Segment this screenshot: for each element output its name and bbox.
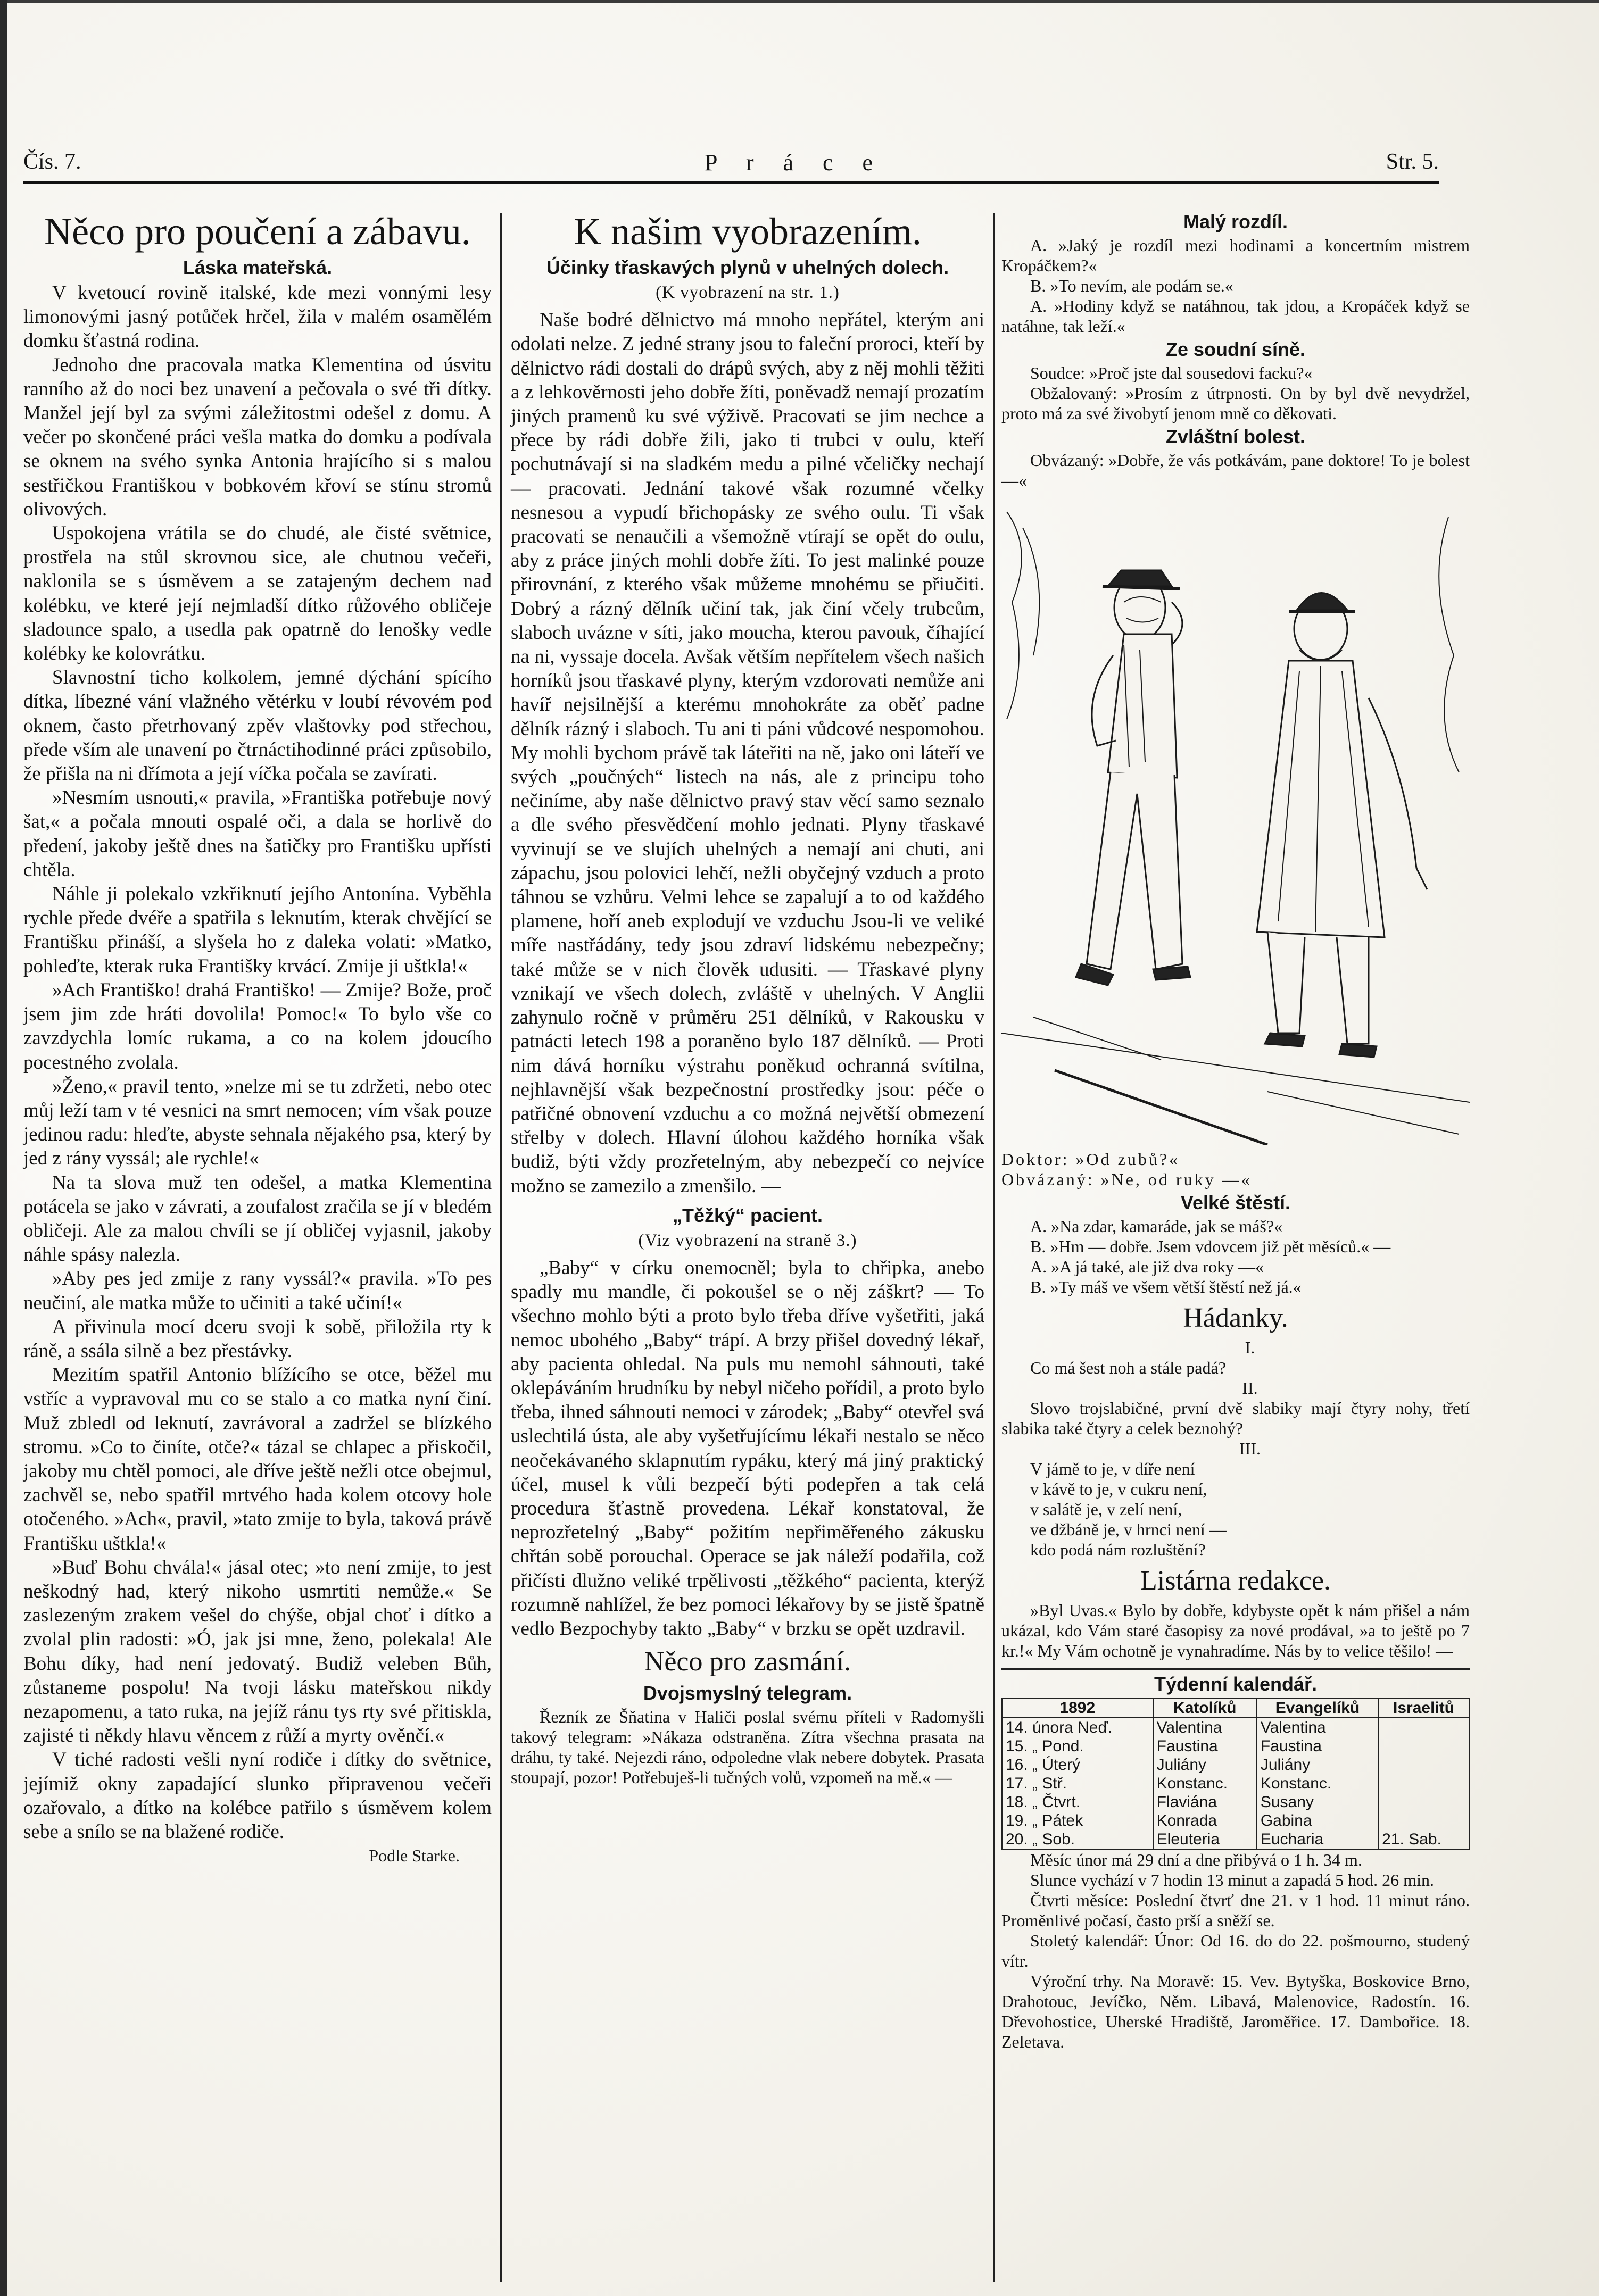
- calendar-cell: [1378, 1811, 1469, 1830]
- story-paragraph: Náhle ji polekalo vzkřiknutí jejího Antonína. Vyběhla rychle přede dvéře a spatřila s leknutím, kterak chvějící se Františku přináší, a slyšela ho z daleka volati: »Matko, pohleďte, kterak ruka Františky krvácí. Zmije ji uštkla!«: [23, 883, 492, 977]
- joke-title: Malý rozdíl.: [1183, 211, 1288, 232]
- calendar-header-cell: 1892: [1002, 1698, 1153, 1718]
- joke-title: Zvláštní bolest.: [1165, 426, 1306, 447]
- calendar-cell: 16. „ Úterý: [1002, 1756, 1153, 1774]
- calendar-header-cell: Evangelíků: [1257, 1698, 1378, 1718]
- dialogue-line: Obžalovaný: »Prosím z útrpnosti. On by byl dvě nevydržel, proto má za své živobytí jenom mně co děkovati.: [1001, 384, 1470, 423]
- section-title: K našim vyobrazením.: [574, 210, 922, 253]
- calendar-cell: Eleuteria: [1153, 1830, 1257, 1849]
- story-paragraph: Uspokojena vrátila se do chudé, ale čisté světnice, prostřela na stůl skrovnou sice, ale chutnou večeři, naklonila se s úsměvem a se zatajeným dechem nad kolébku, ve které její nejmladší dítko růžového obličeje sladounce spalo, a usedla pak opatrně do lenošky vedle kolébky ke kolovrátku.: [23, 522, 492, 665]
- joke-title: Velké štěstí.: [1180, 1192, 1291, 1213]
- dialogue-line: A. »A já také, ale již dva roky —«: [1030, 1257, 1264, 1276]
- riddle-number: II.: [1242, 1378, 1258, 1397]
- calendar-cell: 20. „ Sob.: [1002, 1830, 1153, 1849]
- calendar-note: Čtvrti měsíce: Poslední čtvrť dne 21. v 1 hod. 11 minut ráno. Proměnlivé počasí, často prší a sněží se.: [1001, 1891, 1470, 1930]
- section-title: Něco pro poučení a zábavu.: [44, 210, 471, 253]
- calendar-cell: Konstanc.: [1257, 1774, 1378, 1793]
- verse-line: v kávě to je, v cukru není,: [1030, 1479, 1207, 1499]
- story-paragraph: »Buď Bohu chvála!« jásal otec; »to není zmije, to jest neškodný had, který nikoho usmrtiti nemůže.« Se zaslezeným zrakem vešel do chýše, objal choť i dítko a zvolal plin radosti: »Ó, jak jsi mne, ženo, polekala! Ale Bohu díky, had není jedovatý. Budiž veleben Bůh, zůstaneme pospolu! Na tvoji lásku mateřskou nikdy nezapomenu, a tato ruka, na jejíž ránu tys rty své přitiskla, zajisté ti někdy hlavu věncem z růží a myrty ověnčí.«: [23, 1556, 492, 1747]
- dialogue-line: A. »Jaký je rozdíl mezi hodinami a koncertním mistrem Kropáčkem?«: [1001, 236, 1470, 275]
- newspaper-title: P r á c e: [705, 149, 885, 176]
- calendar-cell: Eucharia: [1257, 1830, 1378, 1849]
- story-paragraph: »Ženo,« pravil tento, »nelze mi se tu zdržeti, nebo otec můj leží tam v té vesnici na smrt nemocen; vím však pouze jedinou radu: hleďte, abyste sehnala nějakého psa, který by jed z rány vyssál; ale rychle!«: [23, 1075, 492, 1170]
- calendar-note: Stoletý kalendář: Únor: Od 16. do do 22. pošmourno, studený vítr.: [1001, 1931, 1470, 1970]
- calendar-cell: [1378, 1737, 1469, 1756]
- calendar-row: [1002, 1756, 1469, 1774]
- calendar-row: [1002, 1830, 1469, 1849]
- calendar-cell: Konstanc.: [1153, 1774, 1257, 1793]
- article-reference: (K vyobrazení na str. 1.): [656, 283, 840, 302]
- verse-line: kdo podá nám rozluštění?: [1030, 1540, 1206, 1559]
- dialogue-line: B. »Ty máš ve všem větší štěstí než já.«: [1030, 1277, 1302, 1296]
- dialogue-line: B. »Hm — dobře. Jsem vdovcem již pět měsíců.« —: [1030, 1237, 1391, 1256]
- calendar-cell: 21. Sab.: [1378, 1830, 1469, 1849]
- story-paragraph: A přivinula mocí dceru svoji k sobě, přiložila rty k ráně, a ssála silně a bez přestávky.: [23, 1316, 492, 1362]
- story-paragraph: Mezitím spatřil Antonio blížícího se otce, běžel mu vstříc a vypravoval mu co se stalo a co matka nyní činí. Muž zbledl od leknutí, zavrávoral a zadržel se blízkého stromu. »Co to činíte, otče?« tázal se chlapec a přiskočil, jakoby mu chtěl pomoci, ale dříve ještě nežli otce obejmul, zachvěl se, nebo spatřil mrtvého hada kolem otcovy hole otočeného. »Ach«, pravil, »tato zmije to byla, taková právě Františku uštkla!«: [23, 1364, 492, 1554]
- column-rule: [500, 213, 502, 2282]
- calendar-row: [1002, 1811, 1469, 1830]
- verse-line: ve džbáně je, v hrnci není —: [1030, 1520, 1227, 1539]
- riddle-text: Slovo trojslabičné, první dvě slabiky mají čtyry nohy, třetí slabika také čtyry a celek beznohý?: [1001, 1399, 1470, 1438]
- story-paragraph: »Ach Františko! drahá Františko! — Zmije? Bože, proč jsem jim zde hráti dovolila! Pomoc!« To bylo vše co zavzdychla lomíc rukama, a co na kolem jdoucího pocestného zvolala.: [23, 979, 492, 1074]
- calendar-note: Měsíc únor má 29 dní a dne přibývá o 1 h. 34 m.: [1030, 1850, 1362, 1869]
- calendar-cell: [1378, 1718, 1469, 1737]
- joke-title: Ze soudní síně.: [1165, 338, 1306, 360]
- calendar-cell: Juliány: [1257, 1756, 1378, 1774]
- joke-body: Obvázaný: »Dobře, že vás potkávám, pane doktore! To je bolest —«: [1001, 451, 1470, 490]
- article-body: Naše bodré dělnictvo má mnoho nepřátel, kterým ani odolati nelze. Z jedné strany jsou to faleční proroci, kteří by dělnictvo rádi dostali do drápů svých, aby z něj mohli těžiti a z lehkověrnosti jeho dobře žíti, poněvadž nemají prozatím jiných pramenů ku své výživě. Pracovati se jim nechce a přece by rádi dobře žili, jako ti trubci v oulu, kteří pochutnávají si na sladkém medu a pilné včeličky nechají — pracovati. Jednání takové však rozumné včelky nesnesou a vypudí břichopásky ze svého oulu. Ti však pracovati se nenaučili a všemožně vtírají se opět do oulu, aby z práce jiných mohli dobře žíti. To jest malinké pouze přirovnání, z kterého však můžeme mnohému se přiučiti. Dobrý a rázný dělník učiní tak, jak činí včely trubcům, slaboch uvázne v síti, jako moucha, kterou pavouk, číhající na ni, vyssaje docela. Avšak větším nepřítelem všech našich horníků jsou třaskavé plyny, kterým vzdorovati nemůže ani havíř nejsilnější a kterému mnohokráte za oběť padne dělník rázný i slaboch. Tu ani ti páni vůdcové nespomohou. My mohli bychom právě tak láteřiti na ně, jako oni láteří ve svých „poučných“ listech na nás, ale z principu toho nečiníme, aby naše dělnictvo pravý stav věcí samo seznalo a dle svého přesvědčení mohlo jednati. Plyny třaskavé vyvinují se ve slujích uhelných a nemají ani chuti, ani zápachu, jsou polovici lehčí, nežli obyčejný vzduch a proto táhnou se vzhůru. Velmi lehce se zapalují a to od každého plamene, hoří aneb explodují ve vzduchu Jsou-li ve veliké míře nastřádány, tedy jsou zdraví lidskému nebezpečny; také může se v nich člověk udusiti. — Třaskavé plyny vznikají ve všech dolech, zvláště v uhelných. V Anglii zahynulo ročně v průměru 251 dělníků, v Rakousku v patnácti letech 198 a poraněno bylo 187 dělníků. — Proti nim dává horníku výstrahu poněkud ochranná svítilna, nejhlavnější však bezpečnostní prostředky jsou: péče o patřičné obnovení vzduchu a co možná největší obmezení střelby v dolech. Hlavní úlohou každého horníka však budiž, býti vždy prozřetelným, aby nebezpečí co nejvíce možno se zamezilo a zmenšilo. —: [511, 309, 984, 1197]
- calendar-cell: Flaviána: [1153, 1793, 1257, 1811]
- caption-line: Obvázaný: »Ne, od ruky —«: [1001, 1170, 1252, 1189]
- page-header: [23, 149, 1439, 181]
- calendar-cell: Susany: [1257, 1793, 1378, 1811]
- calendar-cell: 18. „ Čtvrt.: [1002, 1793, 1153, 1811]
- calendar-cell: [1378, 1756, 1469, 1774]
- letters-body: »Byl Uvas.« Bylo by dobře, kdybyste opět k nám přišel a nám ukázal, kdo Vám staré časopisy za nové prodával, »a to ještě po 7 kr.!« My Vám ochotně je vynahradíme. Nás by to velice těšilo! —: [1001, 1601, 1470, 1660]
- issue-number: Čís. 7.: [23, 149, 81, 174]
- joke-body: [1001, 235, 1470, 336]
- calendar-cell: Gabina: [1257, 1811, 1378, 1830]
- column-rule: [993, 213, 995, 2282]
- story-paragraph: V kvetoucí rovině italské, kde mezi vonnými lesy limonovými jasný potůček hrčel, žila v malém osamělém domku šťastná rodina.: [23, 282, 492, 352]
- dialogue-line: A. »Hodiny když se natáhnou, tak jdou, a Kropáček když se natáhne, tak leží.«: [1001, 296, 1470, 336]
- calendar-cell: Faustina: [1153, 1737, 1257, 1756]
- calendar-note: Výroční trhy. Na Moravě: 15. Vev. Bytyška, Boskovice Brno, Drahotouc, Jevíčko, Něm. Libavá, Malenovice, Radostín. 16. Dřevohostice, Uherské Hradiště, Jaroměřice. 17. Dambořice. 18. Zeletava.: [1001, 1971, 1470, 2051]
- calendar-cell: 19. „ Pátek: [1002, 1811, 1153, 1830]
- calendar-cell: [1378, 1793, 1469, 1811]
- column-1: [23, 209, 492, 1868]
- calendar-cell: Faustina: [1257, 1737, 1378, 1756]
- calendar-cell: [1378, 1774, 1469, 1793]
- story-paragraph: »Nesmím usnouti,« pravila, »Františka potřebuje nový šat,« a počala mnouti ospalé oči, a dala se horlivě do předení, jakoby ještě dnes na šatičky pro Františku upřísti chtěla.: [23, 787, 492, 881]
- header-rule: [23, 181, 1439, 184]
- calendar-cell: Valentina: [1257, 1718, 1378, 1737]
- story-paragraph: V tiché radosti vešli nyní rodiče i dítky do světnice, jejímiž okny zapadající slunko připravenou večeři ozařovalo, a dítko na kolébce patřilo s úsměvem kolem sebe a snílo se na blažené rodiče.: [23, 1749, 492, 1843]
- column-2: [511, 209, 984, 1787]
- story-paragraph: Na ta slova muž ten odešel, a matka Klementina potácela se jako v závrati, a zoufalost zračila se jí v bledém obličeji. Ale za malou chvíli se jí obličej vyjasnil, jakoby náhle spásy nalezla.: [23, 1171, 492, 1266]
- calendar-row: [1002, 1737, 1469, 1756]
- dialogue-line: Soudce: »Proč jste dal sousedovi facku?«: [1030, 363, 1313, 382]
- story-paragraph: Jednoho dne pracovala matka Klementina od úsvitu ranního až do noci bez unavení a pečovala o své tři dítky. Manžel její byl za svými záležitostmi odešel z domu. A večer po skončené práci vešla matka do domku a podívala se oknem na svého synka Antonia hrajícího si s malou sestřičkou Františkou v bobkovém křoví se stínu stromů olivových.: [23, 354, 492, 520]
- calendar-cell: Valentina: [1153, 1718, 1257, 1737]
- article-title: Účinky třaskavých plynů v uhelných dolech.: [546, 256, 949, 278]
- section-title: Něco pro zasmání.: [644, 1646, 851, 1677]
- calendar-row: [1002, 1774, 1469, 1793]
- calendar-cell: 15. „ Pond.: [1002, 1737, 1153, 1756]
- calendar-cell: 17. „ Stř.: [1002, 1774, 1153, 1793]
- riddle-verse: [1001, 1459, 1470, 1560]
- calendar-cell: Juliány: [1153, 1756, 1257, 1774]
- cartoon-caption: [1001, 1149, 1470, 1189]
- riddle-text: Co má šest noh a stále padá?: [1030, 1358, 1226, 1377]
- calendar-header-cell: Israelitů: [1378, 1698, 1469, 1718]
- calendar-row: [1002, 1793, 1469, 1811]
- calendar-note: Slunce vychází v 7 hodin 13 minut a zapadá 5 hod. 26 min.: [1030, 1870, 1434, 1890]
- article-reference: (Viz vyobrazení na straně 3.): [638, 1230, 857, 1250]
- page-number: Str. 5.: [1386, 149, 1439, 174]
- story-title: Láska mateřská.: [183, 256, 333, 278]
- riddle-number: I.: [1245, 1338, 1255, 1357]
- calendar-table: [1001, 1698, 1470, 1850]
- column-3: [1001, 209, 1470, 2052]
- verse-line: V jámě to je, v díře není: [1030, 1459, 1195, 1478]
- riddle-number: III.: [1239, 1439, 1261, 1458]
- joke-body: Řezník ze Šňatina v Haliči poslal svému příteli v Radomyšli takový telegram: »Nákaza odstraněna. Zítra všechna prasata na dráhu, ty také. Nejezdi ráno, odpoledne vlak nebere dobytek. Prasata stoupají, pozor! Potřebuješ-li tučných volů, vzpomeň na mě.« —: [511, 1707, 984, 1787]
- dialogue-line: B. »To nevím, ale podám se.«: [1030, 276, 1233, 295]
- article-title: „Těžký“ pacient.: [672, 1204, 823, 1226]
- section-title: Hádanky.: [1183, 1303, 1288, 1333]
- joke-body: [1001, 1216, 1470, 1297]
- article-body: „Baby“ v círku onemocněl; byla to chřipka, anebo spadly mu mandle, či pokoušel se o něj záškrt? — To všechno mohlo býti a proto bylo třeba dříve vyšetřiti, jaká nemoc ubohého „Baby“ trápí. A brzy přišel dovedný lékař, aby pacienta ohledal. Na puls mu nemohl sáhnouti, také oklepáváním hrudníku by nebyl ničeho pořídil, a proto bylo třeba, ihned sáhnouti nemoci v zárodek; „Baby“ otevřel svá uslechtilá ústa, ale aby vyšetřujícímu lékaři nestalo se něco neočekávaného sklapnutím rypáku, který má jiný praktický účel, musel k vůli bezpečí býti podepřen a tak celá procedura šťastně provedena. Lékař konstatoval, že neprozřetelný „Baby“ požitím nepřiměřeného zákusku chřtán sobě porouchal. Operace se jak náleží podařila, což přičísti dlužno veliké trpělivosti „těžkého“ pacienta, kterýž rozumně nahlížel, že bez pomoci lékařovy by se jistě špatně vedlo Bezpochyby takto „Baby“ v brzku se opět uzdravil.: [511, 1257, 984, 1640]
- calendar-body: [1002, 1718, 1469, 1849]
- scan-top-edge: [0, 0, 1599, 3]
- verse-line: v salátě je, v zelí není,: [1030, 1500, 1182, 1519]
- calendar-cell: Konrada: [1153, 1811, 1257, 1830]
- dialogue-line: A. »Na zdar, kamaráde, jak se máš?«: [1030, 1217, 1283, 1236]
- caption-line: Doktor: »Od zubů?«: [1001, 1150, 1180, 1169]
- story-body: [23, 281, 492, 1844]
- calendar-title: Týdenní kalendář.: [1001, 1668, 1470, 1694]
- joke-title: Dvojsmyslný telegram.: [643, 1682, 852, 1704]
- story-paragraph: Slavnostní ticho kolkolem, jemné dýchání spícího dítka, líbezné vání vlažného větérku v loubí révovém pod oknem, často přetrhovaný zpěv vlaštovky pod střechou, přede vším ale unavení po čtrnáctihodinné práci způsobilo, že přišla na ni dřímota a její víčka počala se zavírati.: [23, 667, 492, 785]
- scan-left-edge: [0, 0, 7, 2296]
- joke-body: [1001, 363, 1470, 423]
- calendar-cell: 14. února Neď.: [1002, 1718, 1153, 1737]
- story-paragraph: »Aby pes jed zmije z rany vyssál?« pravila. »To pes neučiní, ale matka může to učiniti a také učiní!«: [23, 1268, 492, 1314]
- section-title: Listárna redakce.: [1140, 1566, 1331, 1596]
- story-signature: Podle Starke.: [369, 1846, 460, 1866]
- calendar-header-cell: Katolíků: [1153, 1698, 1257, 1718]
- calendar-row: [1002, 1718, 1469, 1737]
- cartoon-illustration: [1001, 496, 1470, 1145]
- calendar-header-row: [1002, 1698, 1469, 1718]
- calendar-notes: [1001, 1850, 1470, 2052]
